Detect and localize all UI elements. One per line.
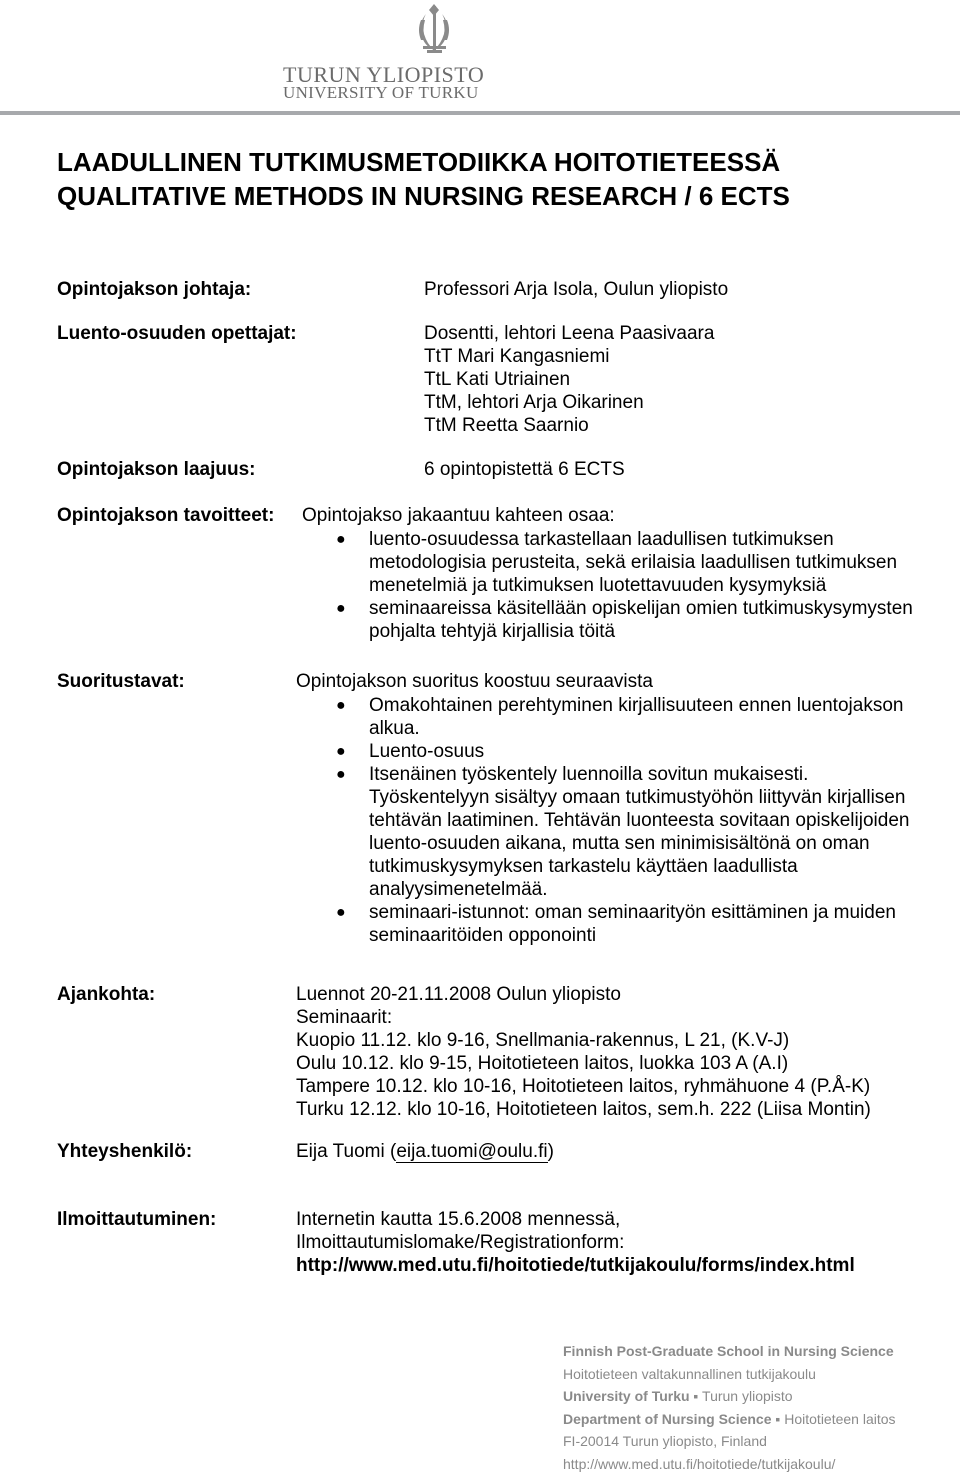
leader-value: Professori Arja Isola, Oulun yliopisto	[424, 279, 729, 300]
list-item	[336, 597, 913, 643]
bullet-icon: ●	[336, 904, 346, 921]
registration-label: Ilmoittautuminen:	[57, 1209, 217, 1230]
contact-email-link[interactable]: eija.tuomi@oulu.fi	[396, 1141, 548, 1162]
list-item-line: luento-osuudessa tarkastellaan laadullisen tutkimuksen	[369, 529, 834, 550]
header-divider	[0, 111, 960, 115]
goals-intro: Opintojakso jakaantuu kahteen osaa:	[302, 505, 615, 526]
registration-url-link[interactable]: http://www.med.utu.fi/hoitotiede/tutkijakoulu/forms/index.html	[296, 1255, 855, 1276]
teacher-item: TtM Reetta Saarnio	[424, 415, 589, 436]
bullet-icon: ●	[336, 600, 346, 617]
list-item-line: seminaaritöiden opponointi	[369, 925, 597, 946]
bullet-icon: ●	[336, 766, 346, 783]
teacher-item: TtT Mari Kangasniemi	[424, 346, 610, 367]
schedule-line: Seminaarit:	[296, 1007, 393, 1028]
footer-contact	[563, 1340, 896, 1475]
scope-label: Opintojakson laajuus:	[57, 459, 256, 480]
list-item-line: metodologisia perusteita, sekä erilaisia laadullisen tutkimuksen	[369, 552, 898, 573]
teachers-list	[424, 322, 714, 437]
schedule-line: Tampere 10.12. klo 10-16, Hoitotieteen laitos, ryhmähuone 4 (P.Å-K)	[296, 1076, 871, 1097]
schedule-label: Ajankohta:	[57, 984, 156, 1005]
logo-name-en: UNIVERSITY OF TURKU	[283, 83, 479, 102]
completion-intro: Opintojakson suoritus koostuu seuraavista	[296, 671, 653, 692]
list-item	[336, 763, 910, 901]
list-item-line: Työskentelyyn sisältyy omaan tutkimustyöhön liittyvän kirjallisen	[369, 787, 906, 808]
registration-line: Internetin kautta 15.6.2008 mennessä,	[296, 1209, 621, 1230]
contact-value	[296, 1140, 554, 1163]
teacher-item: TtM, lehtori Arja Oikarinen	[424, 392, 644, 413]
footer-url-link[interactable]: http://www.med.utu.fi/hoitotiede/tutkijakoulu/	[563, 1455, 836, 1472]
list-item-line: luento-osuuden aikana, mutta sen minimisisältönä on oman	[369, 833, 870, 854]
list-item-line: menetelmiä ja tutkimuksen luotettavuuden kysymyksiä	[369, 575, 827, 596]
bullet-icon: ●	[336, 697, 346, 714]
contact-label: Yhteyshenkilö:	[57, 1141, 193, 1162]
contact-name: Eija Tuomi (	[296, 1141, 397, 1162]
list-item-line: tehtävän laatiminen. Tehtävän luonteesta sovitaan opiskelijoiden	[369, 810, 910, 831]
teachers-label: Luento-osuuden opettajat:	[57, 323, 297, 344]
page-title-en: QUALITATIVE METHODS IN NURSING RESEARCH / 6 ECTS	[57, 181, 790, 211]
list-item-line: Luento-osuus	[369, 741, 485, 762]
goals-list	[336, 528, 913, 643]
goals-label: Opintojakson tavoitteet:	[57, 505, 275, 526]
bullet-icon: ●	[336, 743, 346, 760]
list-item-line: analyysimenetelmää.	[369, 879, 548, 900]
footer-address: FI-20014 Turun yliopisto, Finland	[563, 1433, 767, 1449]
schedule-line: Oulu 10.12. klo 9-15, Hoitotieteen laitos, luokka 103 A (A.I)	[296, 1053, 789, 1074]
footer-university: University of Turku ▪ Turun yliopisto	[563, 1388, 793, 1404]
list-item	[336, 694, 909, 740]
teacher-item: TtL Kati Utriainen	[424, 369, 571, 390]
list-item	[336, 740, 909, 763]
list-item-line: Itsenäinen työskentely luennoilla sovitun mukaisesti.	[369, 764, 809, 785]
footer-department: Department of Nursing Science ▪ Hoitotieteen laitos	[563, 1410, 896, 1427]
schedule-line: Turku 12.12. klo 10-16, Hoitotieteen laitos, sem.h. 222 (Liisa Montin)	[296, 1099, 871, 1120]
list-item	[336, 528, 913, 597]
scope-value: 6 opintopistettä 6 ECTS	[424, 459, 625, 480]
contact-suffix: )	[547, 1141, 554, 1162]
bullet-icon: ●	[336, 531, 346, 548]
logo-name-fi: TURUN YLIOPISTO	[283, 62, 485, 87]
list-item-line: tutkimuskysymyksen tarkastelu käyttäen laadullista	[369, 856, 798, 877]
list-item	[336, 901, 909, 947]
completion-label: Suoritustavat:	[57, 671, 185, 692]
list-item-line: pohjalta tehtyjä kirjallisia töitä	[369, 621, 616, 642]
footer-school-name-fi: Hoitotieteen valtakunnallinen tutkijakoulu	[563, 1365, 816, 1382]
schedule-line: Kuopio 11.12. klo 9-16, Snellmania-rakennus, L 21, (K.V-J)	[296, 1030, 790, 1051]
completion-list	[336, 694, 910, 947]
list-item-line: Omakohtainen perehtyminen kirjallisuuteen ennen luentojakson	[369, 695, 904, 716]
registration-info	[296, 1208, 855, 1277]
page-title-fi: LAADULLINEN TUTKIMUSMETODIIKKA HOITOTIETEESSÄ	[57, 147, 781, 177]
list-item-line: seminaari-istunnot: oman seminaarityön esittäminen ja muiden	[369, 902, 896, 923]
registration-line: Ilmoittautumislomake/Registrationform:	[296, 1232, 625, 1253]
list-item-line: seminaareissa käsitellään opiskelijan omien tutkimuskysymysten	[369, 598, 913, 619]
leader-label: Opintojakson johtaja:	[57, 279, 252, 300]
schedule-list	[296, 983, 871, 1121]
footer-school-name: Finnish Post-Graduate School in Nursing Science	[563, 1343, 894, 1359]
teacher-item: Dosentti, lehtori Leena Paasivaara	[424, 323, 715, 344]
list-item-line: alkua.	[369, 718, 420, 739]
schedule-line: Luennot 20-21.11.2008 Oulun yliopisto	[296, 984, 622, 1005]
